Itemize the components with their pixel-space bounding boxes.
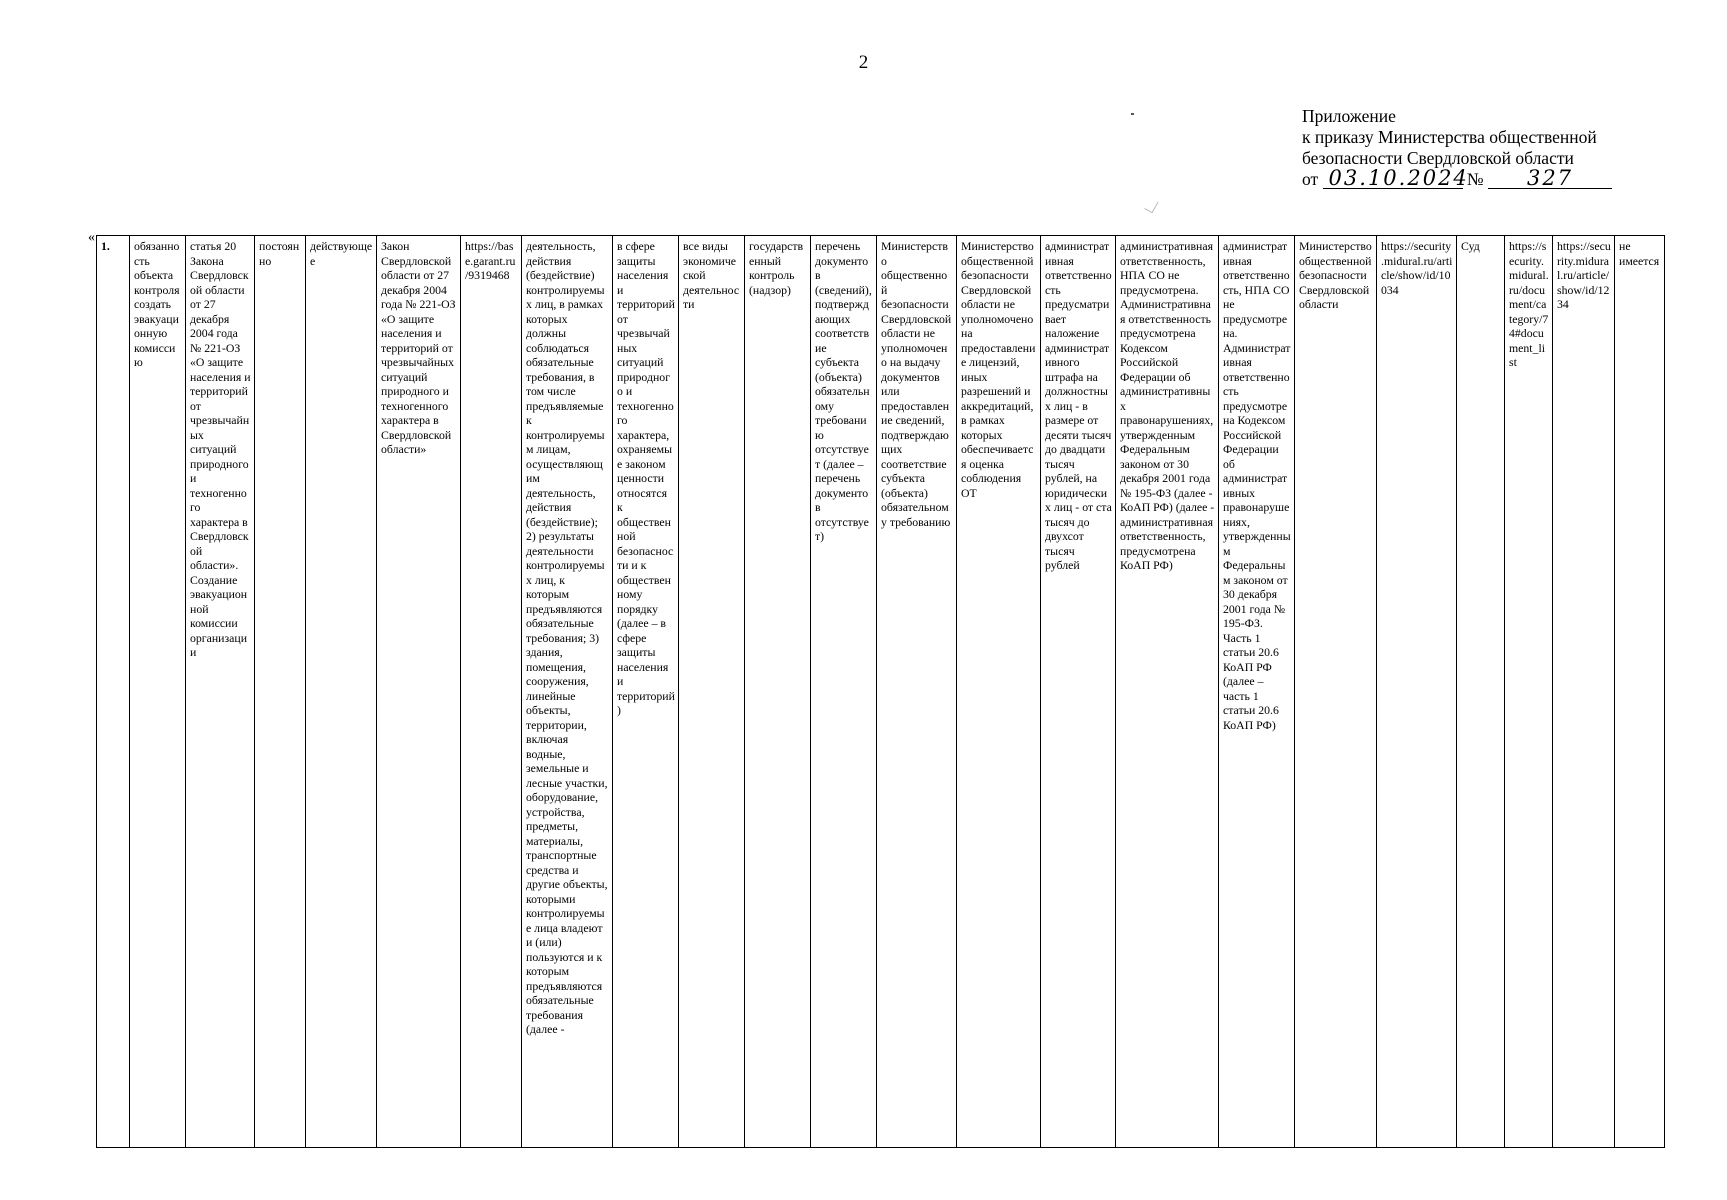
row-marker: « — [88, 230, 95, 245]
cell-liability-body: Суд — [1457, 236, 1505, 1148]
page-number: 2 — [858, 52, 869, 73]
requirements-table — [96, 235, 1665, 1148]
cell-documents: перечень документов (сведений), подтверждающих соответствие субъекта (объекта) обязательному требованию отсутствует (далее – перечень документов отсутствует) — [811, 236, 877, 1148]
cell-article-link: https://security.midural.ru/article/show/id/1234 — [1553, 236, 1615, 1148]
cell-sphere: в сфере защиты населения и территорий от чрезвычайных ситуаций природного и техногенного характера, охраняемые законом ценности относятся к общественной безопасности и к общественному порядку (далее – в сфере защиты населения и территорий) — [613, 236, 679, 1148]
cell-number: 1. — [97, 236, 130, 1148]
cell-validity-period: постоянно — [255, 236, 306, 1148]
cell-authority-documents: Министерство общественной безопасности Свердловской области не уполномочено на выдачу документов или предоставление сведений, подтверждающих соответствие субъекта (объекта) обязательному требованию — [877, 236, 957, 1148]
handwritten-date: 03.10.2024 — [1323, 169, 1463, 189]
date-from-label: от — [1302, 169, 1319, 189]
cell-act: Закон Свердловской области от 27 декабря 2004 года № 221-ОЗ «О защите населения и территорий от чрезвычайных ситуаций природного и техногенного характера в Свердловской области» — [377, 236, 461, 1148]
cell-control-type: государственный контроль (надзор) — [745, 236, 811, 1148]
cell-liability-measure: административная ответственность предусматривает наложение административного штрафа на должностных лиц - в размере от десяти тысяч до двадцати тысяч рублей, на юридических лиц - от ста тысяч до двухсот тысяч рублей — [1041, 236, 1116, 1148]
cell-guidance-link: https://security.midural.ru/article/show/id/10034 — [1377, 236, 1457, 1148]
scan-speck — [1131, 113, 1134, 115]
cell-liability-federal: административная ответственность, НПА СО не предусмотрена. Административная ответственность предусмотрена Кодексом Российской Федерации об административных правонарушениях, утвержденным Федеральным законом от 30 декабря 2001 года № 195-ФЗ. Часть 1 статьи 20.6 КоАП РФ (далее – часть 1 статьи 20.6 КоАП РФ) — [1219, 236, 1295, 1148]
cell-control-body: Министерство общественной безопасности Свердловской области — [1295, 236, 1377, 1148]
appendix-title: Приложение — [1302, 106, 1396, 126]
cell-other: не имеется — [1615, 236, 1665, 1148]
table-row — [97, 236, 1665, 1148]
appendix-header — [1302, 106, 1632, 190]
cell-requirement: обязанность объекта контроля создать эвакуационную комиссию — [130, 236, 186, 1148]
cell-authority-licenses: Министерство общественной безопасности Свердловской области не уполномочено на предоставление лицензий, иных разрешений и аккредитаций, в рамках которых обеспечивается оценка соблюдения ОТ — [957, 236, 1041, 1148]
handwritten-number: 327 — [1488, 169, 1612, 189]
cell-legal-basis: статья 20 Закона Свердловской области от 27 декабря 2004 года № 221-ОЗ «О защите населения и территорий от чрезвычайных ситуаций природного и техногенного характера в Свердловской области». Создание эвакуационной комиссии организации — [186, 236, 255, 1148]
cell-subjects: деятельность, действия (бездействие) контролируемых лиц, в рамках которых должны соблюдаться обязательные требования, в том числе предъявляемые к контролируемым лицам, осуществляющим деятельность, действия (бездействие); 2) результаты деятельности контролируемых лиц, к которым предъявляются обязательные требования; 3) здания, помещения, сооружения, линейные объекты, территории, включая водные, земельные и лесные участки, оборудование, устройства, предметы, материалы, транспортные средства и другие объекты, которыми контролируемые лица владеют и (или) пользуются и к которым предъявляются обязательные требования (далее - — [522, 236, 613, 1148]
appendix-line-ministry: безопасности Свердловской области — [1302, 148, 1574, 168]
cell-status: действующее — [306, 236, 377, 1148]
cell-document-link: https://security.midural.ru/document/category/74#document_list — [1505, 236, 1553, 1148]
appendix-date-line — [1302, 166, 1632, 190]
appendix-line-order: к приказу Министерства общественной — [1302, 127, 1597, 147]
cell-liability-regional: административная ответственность, НПА СО не предусмотрена. Административная ответственность предусмотрена Кодексом Российской Федерации об административных правонарушениях, утвержденным Федеральным законом от 30 декабря 2001 года № 195-ФЗ (далее - КоАП РФ) (далее - административная ответственность, предусмотрена КоАП РФ) — [1116, 236, 1219, 1148]
number-label: № — [1466, 169, 1484, 189]
scan-speck-mark — [1144, 198, 1158, 214]
cell-activity-types: все виды экономической деятельности — [679, 236, 745, 1148]
cell-act-link: https://base.garant.ru/9319468 — [461, 236, 522, 1148]
